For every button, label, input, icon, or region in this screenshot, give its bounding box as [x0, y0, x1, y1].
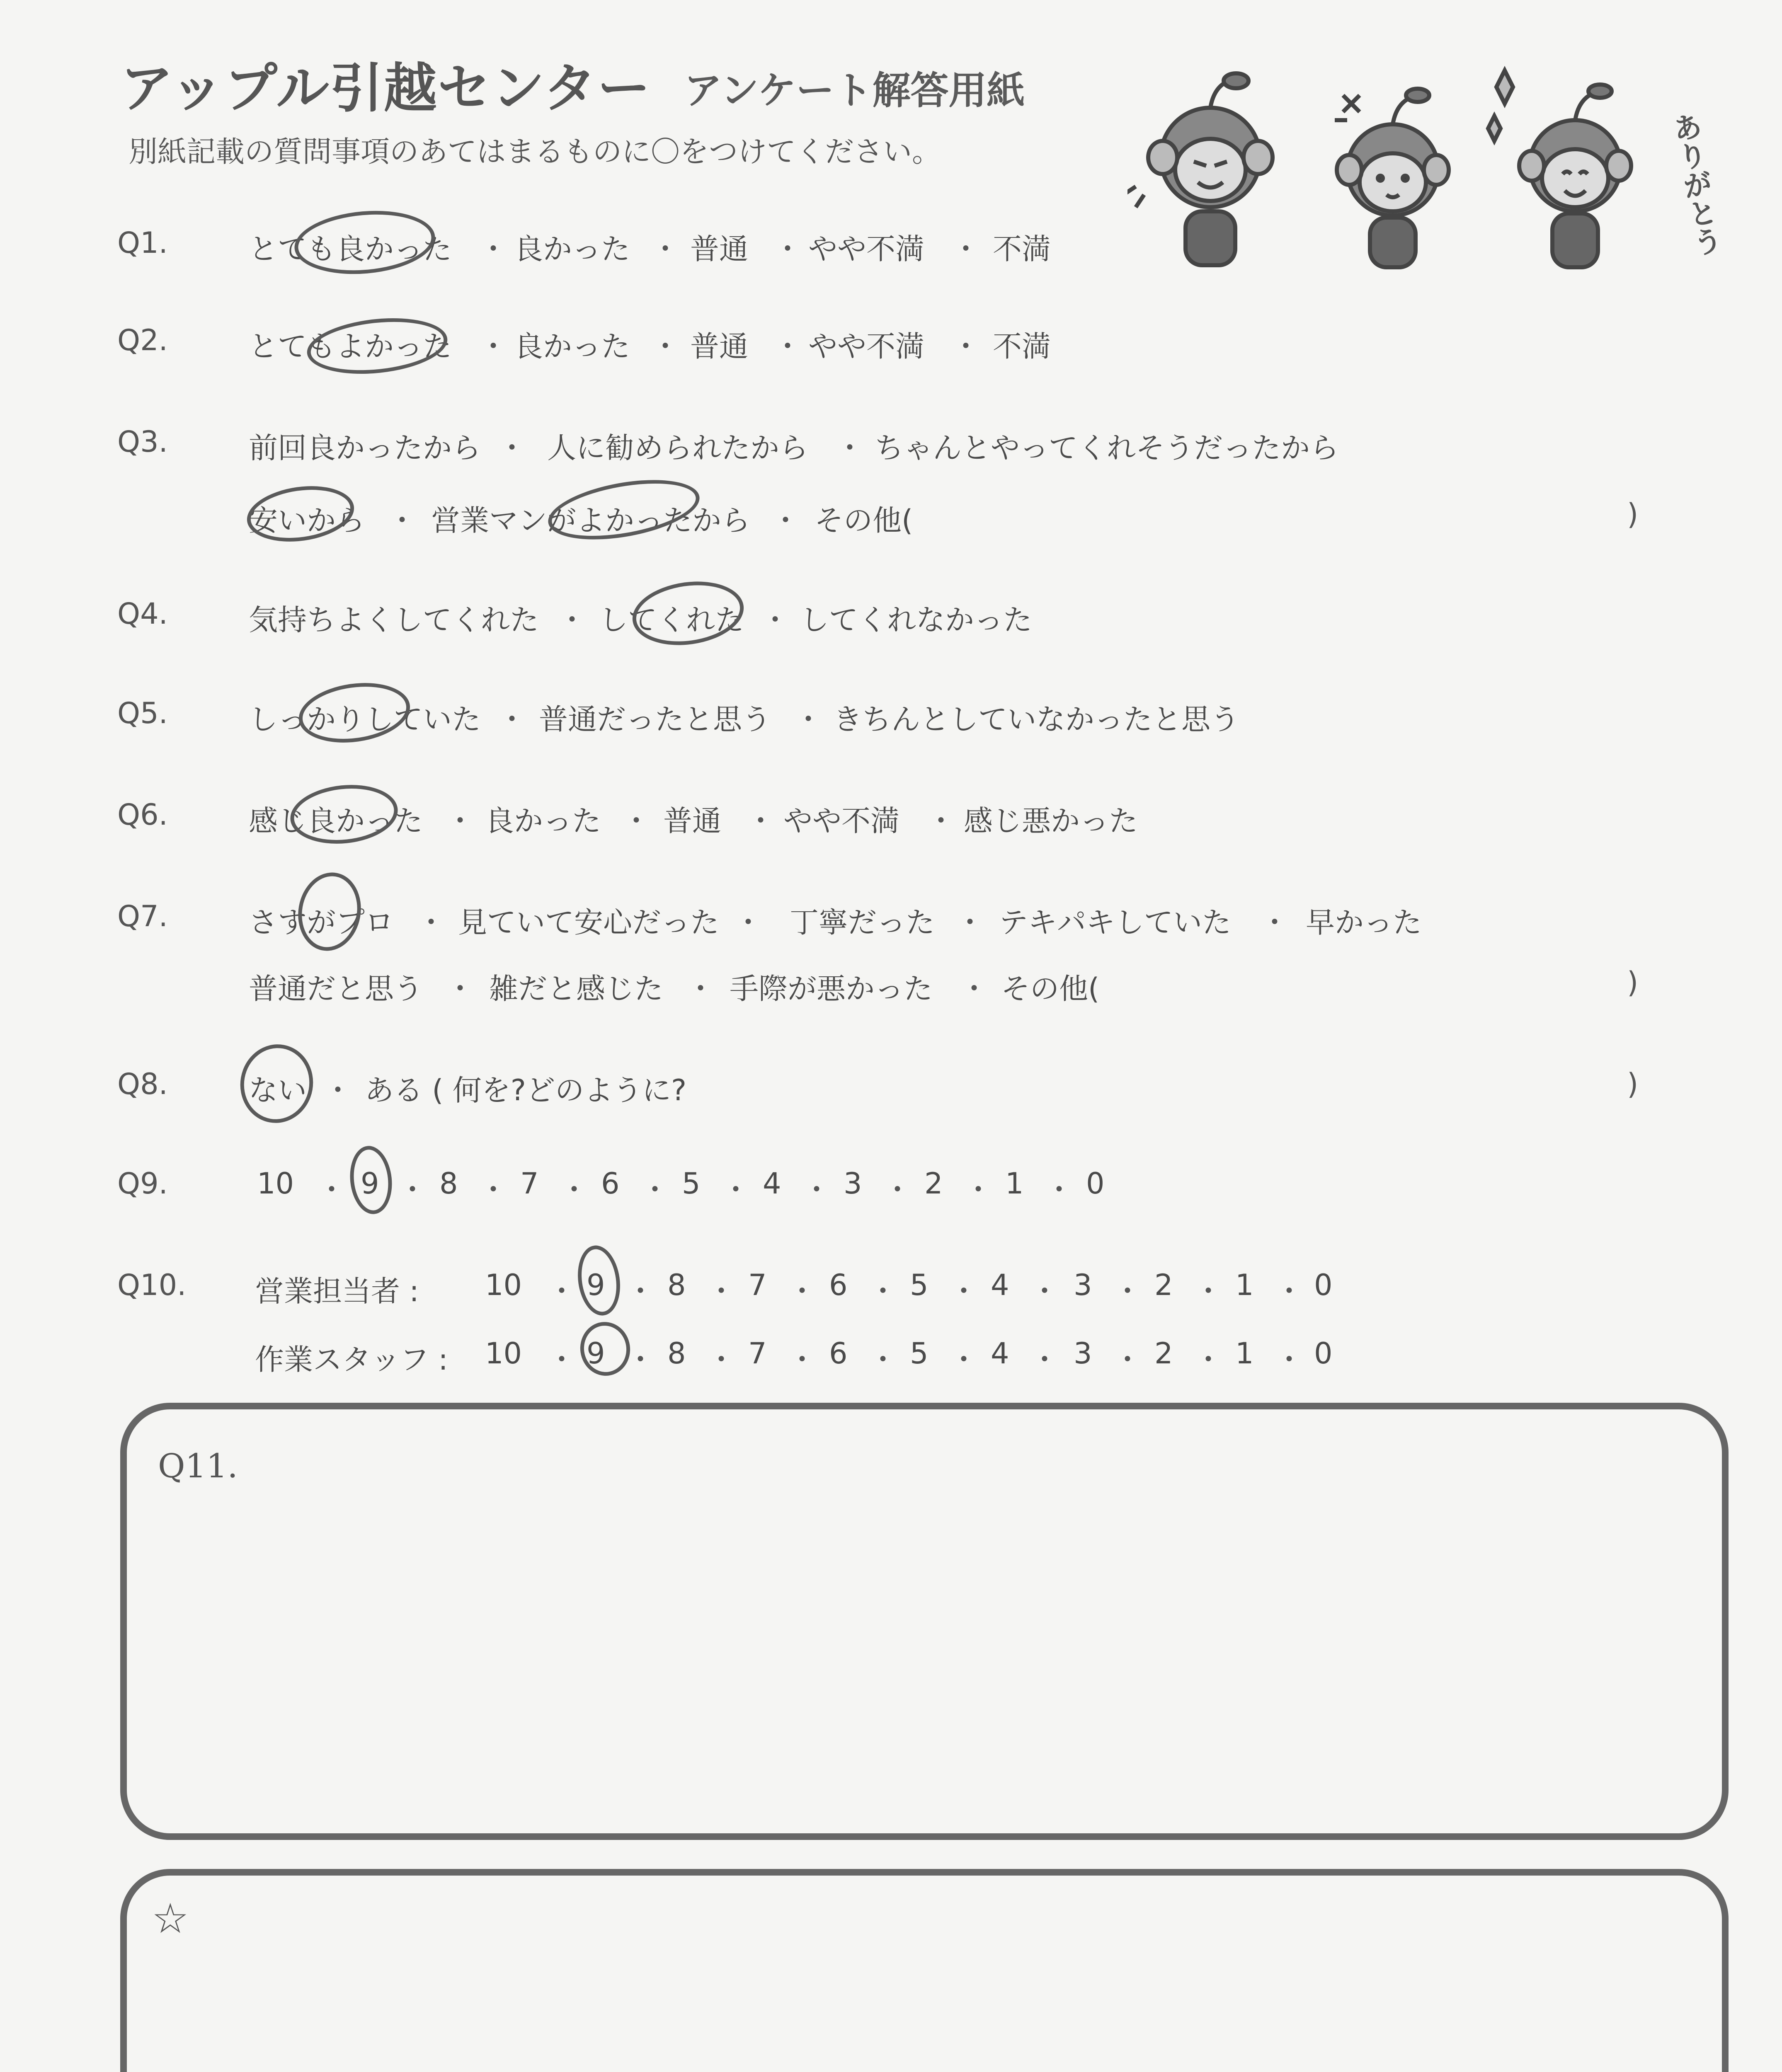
- separator-dot: ・: [707, 1343, 736, 1377]
- q10-sales-score[interactable]: 5: [910, 1268, 929, 1302]
- separator-dot: ・: [1260, 905, 1289, 939]
- separator-dot: ・: [883, 1173, 912, 1207]
- q3-option[interactable]: 前回良かったから: [249, 431, 481, 465]
- q10-sales-score[interactable]: 9: [587, 1268, 605, 1302]
- monkey-1-icon: [1127, 73, 1273, 265]
- q10-sales-score[interactable]: 4: [991, 1268, 1009, 1302]
- separator-dot: ・: [960, 972, 989, 1006]
- q4-option[interactable]: してくれなかった: [800, 603, 1032, 637]
- q9-score[interactable]: 7: [520, 1167, 539, 1201]
- separator-dot: ・: [926, 804, 955, 838]
- separator-dot: ・: [479, 1173, 508, 1207]
- q10-label: Q10.: [117, 1268, 187, 1302]
- q7-option[interactable]: テキパキしていた: [999, 905, 1231, 939]
- q2-option[interactable]: 普通: [690, 329, 748, 363]
- q4-option[interactable]: してくれた: [599, 603, 744, 637]
- q6-option[interactable]: 普通: [663, 804, 721, 838]
- q10-sales-score[interactable]: 2: [1154, 1268, 1173, 1302]
- separator-dot: ・: [1275, 1343, 1304, 1377]
- separator-dot: ・: [721, 1173, 750, 1207]
- separator-dot: ・: [622, 804, 651, 838]
- separator-dot: ・: [835, 431, 864, 465]
- q2-label: Q2.: [117, 323, 168, 357]
- q10-staff-score[interactable]: 5: [910, 1336, 929, 1370]
- separator-dot: ・: [446, 972, 475, 1006]
- q7-label: Q7.: [117, 899, 168, 933]
- q9-score[interactable]: 6: [601, 1167, 620, 1201]
- q4-option[interactable]: 気持ちよくしてくれた: [249, 603, 539, 637]
- separator-dot: ・: [417, 905, 446, 939]
- separator-dot: ・: [388, 503, 417, 537]
- q3-option[interactable]: ちゃんとやってくれそうだったから: [875, 431, 1339, 465]
- separator-dot: ・: [626, 1274, 655, 1308]
- q9-label: Q9.: [117, 1167, 168, 1201]
- separator-dot: ・: [323, 1073, 352, 1107]
- separator-dot: ・: [497, 431, 526, 465]
- separator-dot: ・: [317, 1173, 346, 1207]
- separator-dot: ・: [479, 329, 508, 363]
- q6-option[interactable]: 感じ良かった: [249, 804, 423, 838]
- separator-dot: ・: [794, 702, 823, 736]
- close-paren: ): [1627, 497, 1639, 531]
- separator-dot: ・: [1194, 1274, 1223, 1308]
- separator-dot: ・: [1030, 1274, 1059, 1308]
- q10-sales-score[interactable]: 10: [485, 1268, 522, 1302]
- q2-option[interactable]: 不満: [993, 329, 1051, 363]
- q3-label: Q3.: [117, 425, 168, 459]
- separator-dot: ・: [788, 1274, 817, 1308]
- q3-option[interactable]: 営業マンがよかったから: [431, 503, 750, 537]
- separator-dot: ・: [955, 905, 984, 939]
- q8-option[interactable]: ない: [249, 1073, 307, 1107]
- monkey-3-icon: [1488, 70, 1631, 267]
- q10-staff-score[interactable]: 4: [991, 1336, 1009, 1370]
- answer-circle: [577, 1319, 634, 1379]
- separator-dot: ・: [1045, 1173, 1074, 1207]
- separator-dot: ・: [640, 1173, 669, 1207]
- separator-dot: ・: [949, 1274, 978, 1308]
- separator-dot: ・: [951, 329, 980, 363]
- separator-dot: ・: [771, 503, 800, 537]
- separator-dot: ・: [651, 329, 680, 363]
- separator-dot: ・: [746, 804, 775, 838]
- monkey-2-icon: [1335, 89, 1449, 267]
- separator-dot: ・: [626, 1343, 655, 1377]
- q10-sales-score[interactable]: 8: [667, 1268, 686, 1302]
- instruction-text: 別紙記載の質問事項のあてはまるものに〇をつけてください。: [128, 135, 941, 169]
- separator-dot: ・: [868, 1274, 897, 1308]
- q1-label: Q1.: [117, 226, 168, 260]
- q5-option[interactable]: しっかりしていた: [249, 702, 481, 736]
- q10-staff-score[interactable]: 6: [829, 1336, 848, 1370]
- separator-dot: ・: [868, 1343, 897, 1377]
- q10-staff-score[interactable]: 0: [1314, 1336, 1333, 1370]
- q3-option[interactable]: 人に勧められたから: [547, 431, 808, 465]
- q9-score[interactable]: 0: [1086, 1167, 1105, 1201]
- separator-dot: ・: [497, 702, 526, 736]
- q10-sales-score[interactable]: 7: [748, 1268, 767, 1302]
- q10-sales-score[interactable]: 3: [1074, 1268, 1092, 1302]
- q9-score[interactable]: 2: [924, 1167, 943, 1201]
- q10-staff-score[interactable]: 7: [748, 1336, 767, 1370]
- mascot-illustration: [1127, 62, 1716, 278]
- separator-dot: ・: [651, 232, 680, 266]
- separator-dot: ・: [773, 329, 802, 363]
- q9-score[interactable]: 4: [763, 1167, 781, 1201]
- q1-option[interactable]: 不満: [993, 232, 1051, 266]
- q7-option[interactable]: 見ていて安心だった: [458, 905, 719, 939]
- q6-option[interactable]: やや不満: [783, 804, 899, 838]
- q1-option[interactable]: 良かった: [514, 232, 630, 266]
- q7-option[interactable]: 丁寧だった: [790, 905, 935, 939]
- q10-sales-score[interactable]: 6: [829, 1268, 848, 1302]
- q7-option[interactable]: さすがプロ: [249, 905, 394, 939]
- q9-score[interactable]: 10: [257, 1167, 294, 1201]
- separator-dot: ・: [773, 232, 802, 266]
- q6-option[interactable]: 良かった: [485, 804, 601, 838]
- q5-option[interactable]: きちんとしていなかったと思う: [833, 702, 1239, 736]
- q7-option[interactable]: 雑だと感じた: [489, 972, 663, 1006]
- q5-option[interactable]: 普通だったと思う: [539, 702, 771, 736]
- q1-option[interactable]: やや不満: [808, 232, 924, 266]
- separator-dot: ・: [949, 1343, 978, 1377]
- q11-comment-box[interactable]: [120, 1403, 1729, 1840]
- separator-dot: ・: [1113, 1274, 1142, 1308]
- q7-option[interactable]: 手際が悪かった: [730, 972, 933, 1006]
- separator-dot: ・: [560, 1173, 589, 1207]
- q10-staff-score[interactable]: 3: [1074, 1336, 1092, 1370]
- separator-dot: ・: [788, 1343, 817, 1377]
- q2-option[interactable]: とてもよかった: [249, 329, 452, 363]
- separator-dot: ・: [398, 1173, 427, 1207]
- q4-label: Q4.: [117, 597, 168, 631]
- separator-dot: ・: [446, 804, 475, 838]
- q10-row-staff-label: 作業スタッフ :: [255, 1343, 448, 1377]
- q2-option[interactable]: 良かった: [514, 329, 630, 363]
- brand-title: アップル引越センター: [120, 58, 651, 119]
- q10-staff-score[interactable]: 1: [1235, 1336, 1254, 1370]
- separator-dot: ・: [734, 905, 763, 939]
- close-paren: ): [1627, 966, 1639, 1000]
- q10-sales-score[interactable]: 1: [1235, 1268, 1254, 1302]
- q10-staff-score[interactable]: 9: [587, 1336, 605, 1370]
- q8-option[interactable]: ある ( 何を?どのように?: [365, 1073, 687, 1107]
- separator-dot: ・: [558, 603, 587, 637]
- q7-option[interactable]: 普通だと思う: [249, 972, 423, 1006]
- q10-staff-score[interactable]: 2: [1154, 1336, 1173, 1370]
- separator-dot: ・: [547, 1343, 576, 1377]
- q10-row-sales-label: 営業担当者 :: [255, 1274, 419, 1308]
- q10-staff-score[interactable]: 10: [485, 1336, 522, 1370]
- q10-staff-score[interactable]: 8: [667, 1336, 686, 1370]
- star-comment-box[interactable]: [120, 1869, 1729, 2072]
- q5-label: Q5.: [117, 696, 168, 730]
- q9-score[interactable]: 1: [1005, 1167, 1024, 1201]
- q8-label: Q8.: [117, 1067, 168, 1101]
- q1-option[interactable]: とても良かった: [249, 232, 452, 266]
- q6-option[interactable]: 感じ悪かった: [964, 804, 1138, 838]
- form-title: アンケート解答用紙: [684, 68, 1025, 113]
- separator-dot: ・: [802, 1173, 831, 1207]
- close-paren: ): [1627, 1067, 1639, 1101]
- separator-dot: ・: [951, 232, 980, 266]
- q10-sales-score[interactable]: 0: [1314, 1268, 1333, 1302]
- q2-option[interactable]: やや不満: [808, 329, 924, 363]
- separator-dot: ・: [479, 232, 508, 266]
- q11-label: Q11.: [158, 1447, 238, 1485]
- separator-dot: ・: [686, 972, 715, 1006]
- q7-option[interactable]: その他(: [1001, 972, 1100, 1006]
- separator-dot: ・: [964, 1173, 993, 1207]
- q9-score[interactable]: 3: [844, 1167, 862, 1201]
- q3-option[interactable]: その他(: [815, 503, 913, 537]
- q7-option[interactable]: 早かった: [1306, 905, 1422, 939]
- q9-score[interactable]: 9: [361, 1167, 379, 1201]
- q6-label: Q6.: [117, 798, 168, 832]
- q3-option[interactable]: 安いから: [249, 503, 365, 537]
- separator-dot: ・: [1113, 1343, 1142, 1377]
- mascot-thanks-text: ありがとう: [1666, 110, 1725, 259]
- q9-score[interactable]: 5: [682, 1167, 701, 1201]
- separator-dot: ・: [547, 1274, 576, 1308]
- q1-option[interactable]: 普通: [690, 232, 748, 266]
- separator-dot: ・: [761, 603, 790, 637]
- separator-dot: ・: [1030, 1343, 1059, 1377]
- star-label: ☆: [152, 1894, 189, 1943]
- separator-dot: ・: [1275, 1274, 1304, 1308]
- q9-score[interactable]: 8: [439, 1167, 458, 1201]
- separator-dot: ・: [1194, 1343, 1223, 1377]
- separator-dot: ・: [707, 1274, 736, 1308]
